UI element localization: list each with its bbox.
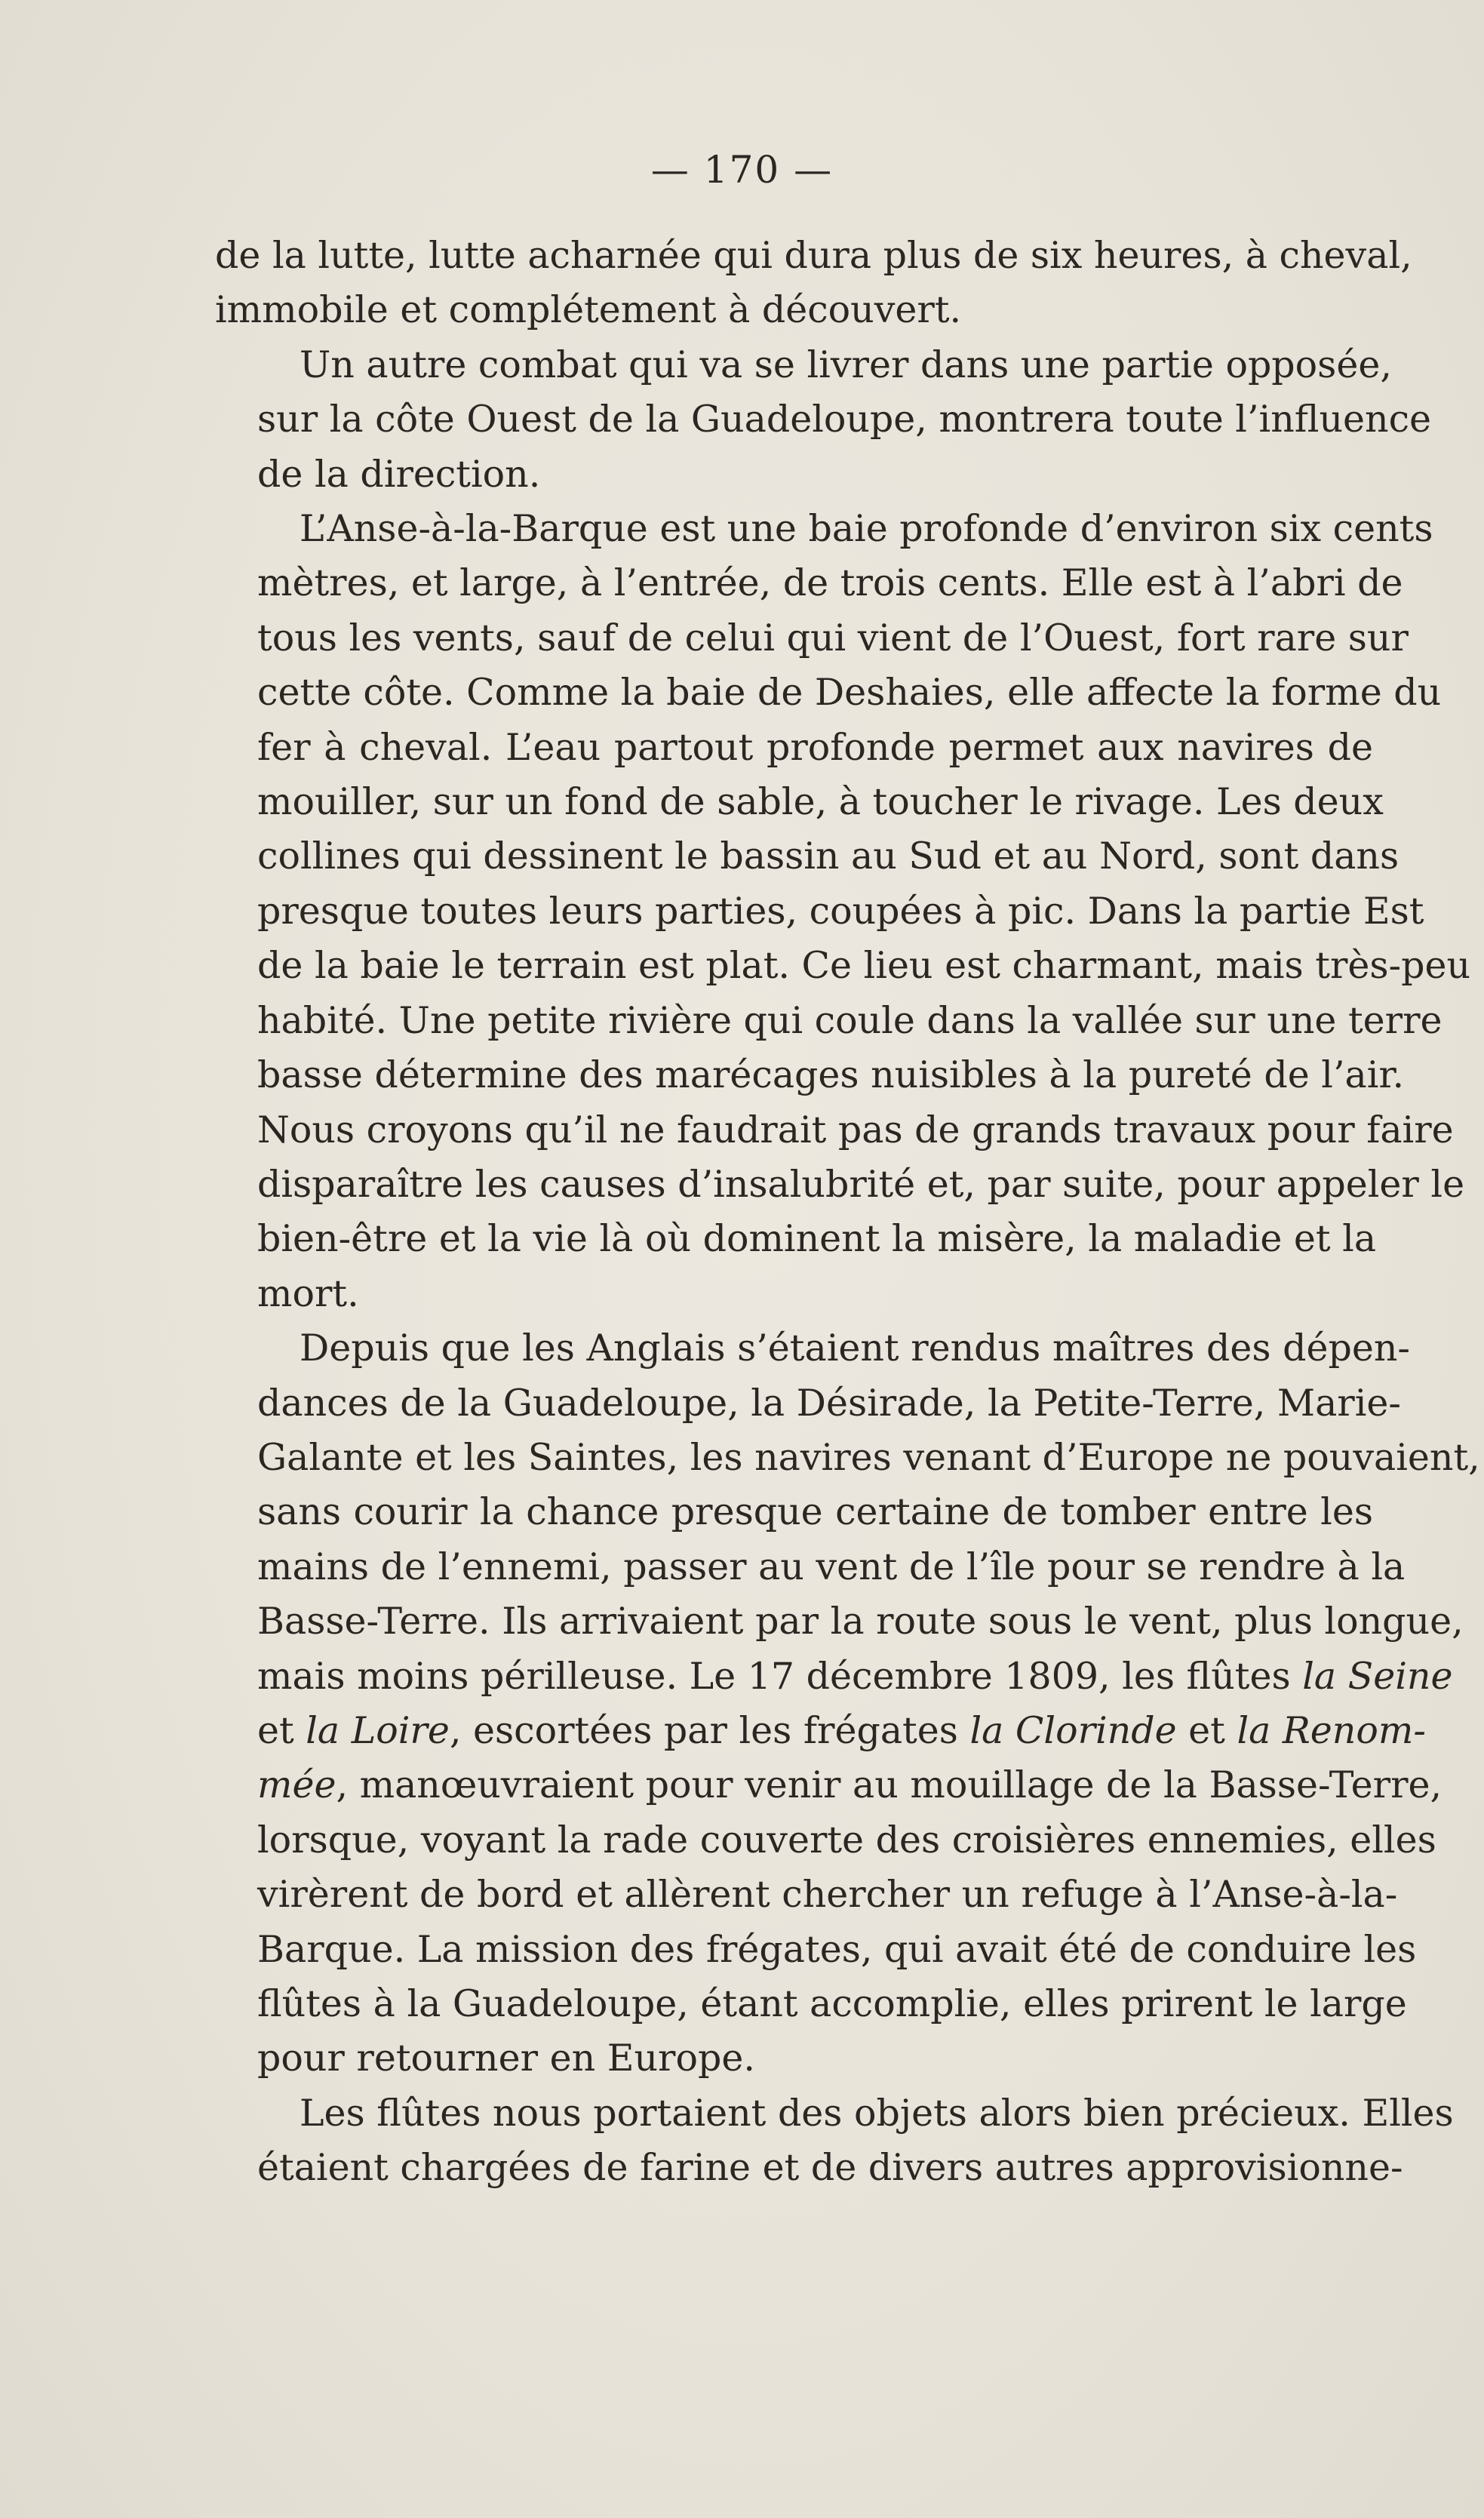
text-line: Depuis que les Anglais s’étaient rendus maîtres des dépen- bbox=[300, 1327, 1410, 1370]
italic-title: la Renom- bbox=[1237, 1708, 1426, 1752]
text-line: lorsque, voyant la rade couverte des croisières ennemies, elles bbox=[257, 1818, 1436, 1862]
text-line: virèrent de bord et allèrent chercher un refuge à l’Anse-à-la- bbox=[257, 1873, 1398, 1917]
italic-title: mée bbox=[257, 1763, 336, 1807]
text-line: mée, manœuvraient pour venir au mouillage de la Basse-Terre, bbox=[257, 1763, 1443, 1807]
text-line: immobile et complétement à découvert. bbox=[215, 288, 962, 332]
text-line: fer à cheval. L’eau partout profonde permet aux navires de bbox=[257, 725, 1373, 769]
text-line: Nous croyons qu’il ne faudrait pas de grands travaux pour faire bbox=[257, 1108, 1454, 1151]
text-line: mains de l’ennemi, passer au vent de l’île pour se rendre à la bbox=[257, 1545, 1406, 1588]
text-line: pour retourner en Europe. bbox=[257, 2037, 755, 2080]
text-line: sans courir la chance presque certaine de tomber entre les bbox=[257, 1490, 1373, 1534]
italic-title: la Clorinde bbox=[969, 1708, 1177, 1752]
page-number: — 170 — bbox=[650, 148, 834, 192]
text-line: cette côte. Comme la baie de Deshaies, elle affecte la forme du bbox=[257, 671, 1442, 715]
text-line: Basse-Terre. Ils arrivaient par la route sous le vent, plus longue, bbox=[257, 1600, 1464, 1643]
text-line: Barque. La mission des frégates, qui avait été de conduire les bbox=[257, 1927, 1417, 1971]
text-line: flûtes à la Guadeloupe, étant accomplie, elles prirent le large bbox=[257, 1982, 1407, 2025]
text-line: basse détermine des marécages nuisibles à la pureté de l’air. bbox=[257, 1053, 1405, 1097]
text-line: Galante et les Saintes, les navires venant d’Europe ne pouvaient, bbox=[257, 1435, 1480, 1479]
italic-title: la Seine bbox=[1302, 1654, 1453, 1698]
text-line: presque toutes leurs parties, coupées à pic. Dans la partie Est bbox=[257, 889, 1424, 933]
text-line: disparaître les causes d’insalubrité et, par suite, pour appeler le bbox=[257, 1162, 1465, 1206]
text-line: tous les vents, sauf de celui qui vient de l’Ouest, fort rare sur bbox=[257, 616, 1409, 659]
text-line: bien-être et la vie là où dominent la misère, la maladie et la bbox=[257, 1217, 1377, 1261]
text-line: étaient chargées de farine et de divers autres approvisionne- bbox=[257, 2146, 1403, 2190]
text-line: dances de la Guadeloupe, la Désirade, la Petite-Terre, Marie- bbox=[257, 1381, 1401, 1425]
text-line: mort. bbox=[257, 1271, 359, 1315]
text-line: L’Anse-à-la-Barque est une baie profonde d’environ six cents bbox=[300, 507, 1433, 551]
paragraph bbox=[215, 229, 1412, 338]
text-line: et la Loire, escortées par les frégates la Clorinde et la Renom- bbox=[257, 1708, 1426, 1752]
paragraph bbox=[215, 1321, 1480, 2086]
paragraph bbox=[215, 338, 1432, 502]
text-line: de la lutte, lutte acharnée qui dura plus de six heures, à cheval, bbox=[215, 234, 1412, 277]
italic-title: la Loire bbox=[306, 1708, 450, 1752]
paragraph bbox=[215, 502, 1471, 1321]
text-line: habité. Une petite rivière qui coule dans la vallée sur une terre bbox=[257, 998, 1443, 1042]
text-line: mètres, et large, à l’entrée, de trois cents. Elle est à l’abri de bbox=[257, 561, 1403, 605]
text-line: sur la côte Ouest de la Guadeloupe, montrera toute l’influence bbox=[257, 398, 1432, 441]
text-line: mouiller, sur un fond de sable, à toucher le rivage. Les deux bbox=[257, 780, 1384, 824]
text-line: Les flûtes nous portaient des objets alors bien précieux. Elles bbox=[300, 2091, 1454, 2135]
text-line: collines qui dessinent le bassin au Sud et au Nord, sont dans bbox=[257, 835, 1400, 878]
text-line: mais moins périlleuse. Le 17 décembre 1809, les flûtes la Seine bbox=[257, 1654, 1453, 1698]
text-line: de la baie le terrain est plat. Ce lieu est charmant, mais très-peu bbox=[257, 944, 1471, 988]
body-text bbox=[215, 229, 1480, 2196]
text-line: de la direction. bbox=[257, 452, 541, 496]
paragraph bbox=[215, 2086, 1454, 2196]
text-line: Un autre combat qui va se livrer dans une partie opposée, bbox=[300, 343, 1392, 386]
